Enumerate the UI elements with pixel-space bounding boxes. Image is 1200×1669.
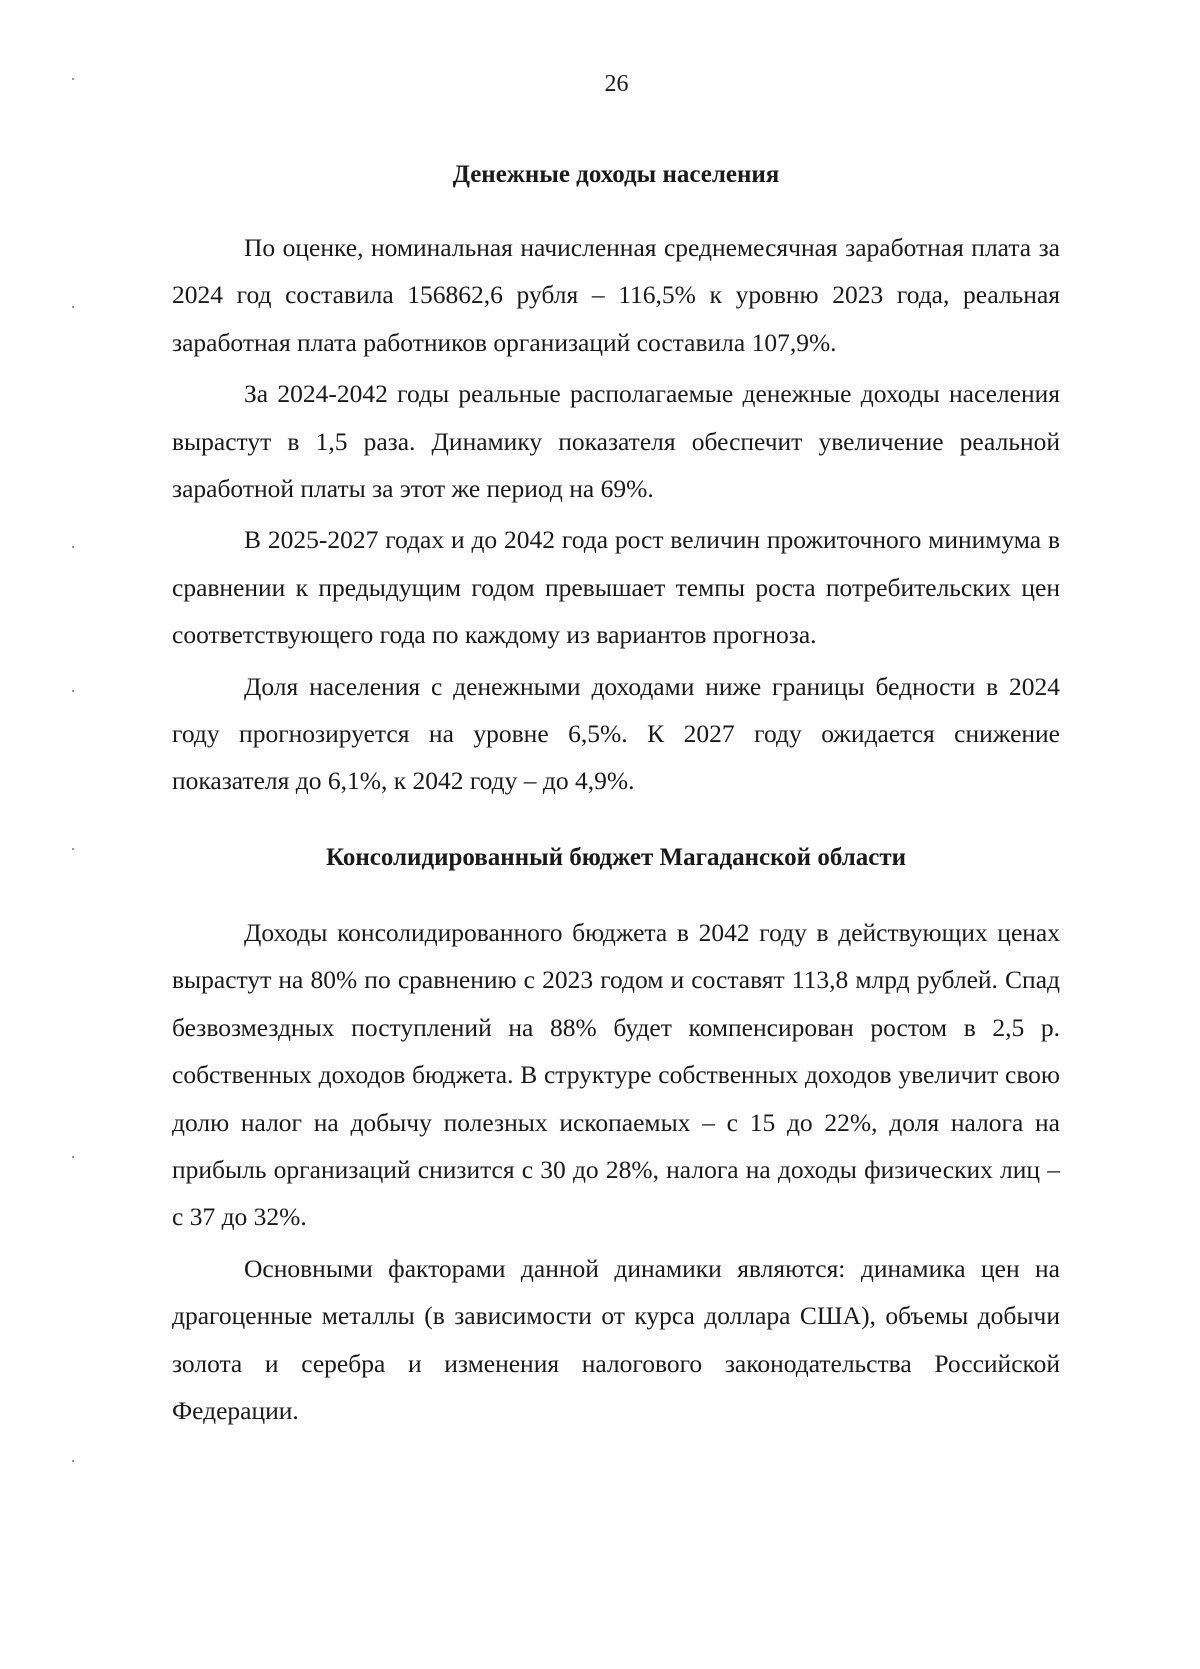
section-heading: Консолидированный бюджет Магаданской области [325, 843, 907, 871]
paragraph: В 2025-2027 годах и до 2042 года рост величин прожиточного минимума в сравнении к предыдущим годом превышает темпы роста потребительских цен соответствующего года по каждому из вариантов прогноза. [172, 525, 1060, 650]
paragraph: За 2024-2042 годы реальные располагаемые денежные доходы населения вырастут в 1,5 раза. Динамику показателя обеспечит увеличение реальной заработной платы за этот же период на 69%. [172, 379, 1060, 504]
paragraph: Доля населения с денежными доходами ниже границы бедности в 2024 году прогнозируется на уровне 6,5%. К 2027 году ожидается снижение показателя до 6,1%, к 2042 году – до 4,9%. [172, 671, 1060, 796]
scan-mark [72, 306, 74, 308]
scan-mark [72, 1460, 74, 1462]
paragraph: Доходы консолидированного бюджета в 2042 году в действующих ценах вырастут на 80% по сравнению с 2023 годом и составят 113,8 млрд рублей. Спад безвозмездных поступлений на 88% будет компенсирован ростом в 2,5 р. собственных доходов бюджета. В структуре собственных доходов увеличит свою долю налог на добычу полезных ископаемых – с 15 до 22%, доля налога на прибыль организаций снизится с 30 до 28%, налога на доходы физических лиц – с 37 до 32%. [172, 917, 1060, 1232]
scan-mark [72, 546, 74, 548]
paragraph: По оценке, номинальная начисленная среднемесячная заработная плата за 2024 год составила 156862,6 рубля – 116,5% к уровню 2023 года, реальная заработная плата работников организаций составила 107,9%. [172, 233, 1060, 357]
section-heading: Денежные доходы населения [452, 161, 780, 188]
page-number: 26 [604, 71, 629, 97]
section-household-income [172, 160, 1060, 805]
scan-mark [72, 1156, 74, 1158]
scan-mark [72, 848, 74, 850]
paragraph: Основными факторами данной динамики являются: динамика цен на драгоценные металлы (в зависимости от курса доллара США), объемы добычи золота и серебра и изменения налогового законодательства Российской Федерации. [172, 1253, 1060, 1425]
scan-mark [72, 690, 74, 692]
section-consolidated-budget [172, 843, 1060, 1434]
document-body [172, 160, 1060, 1438]
